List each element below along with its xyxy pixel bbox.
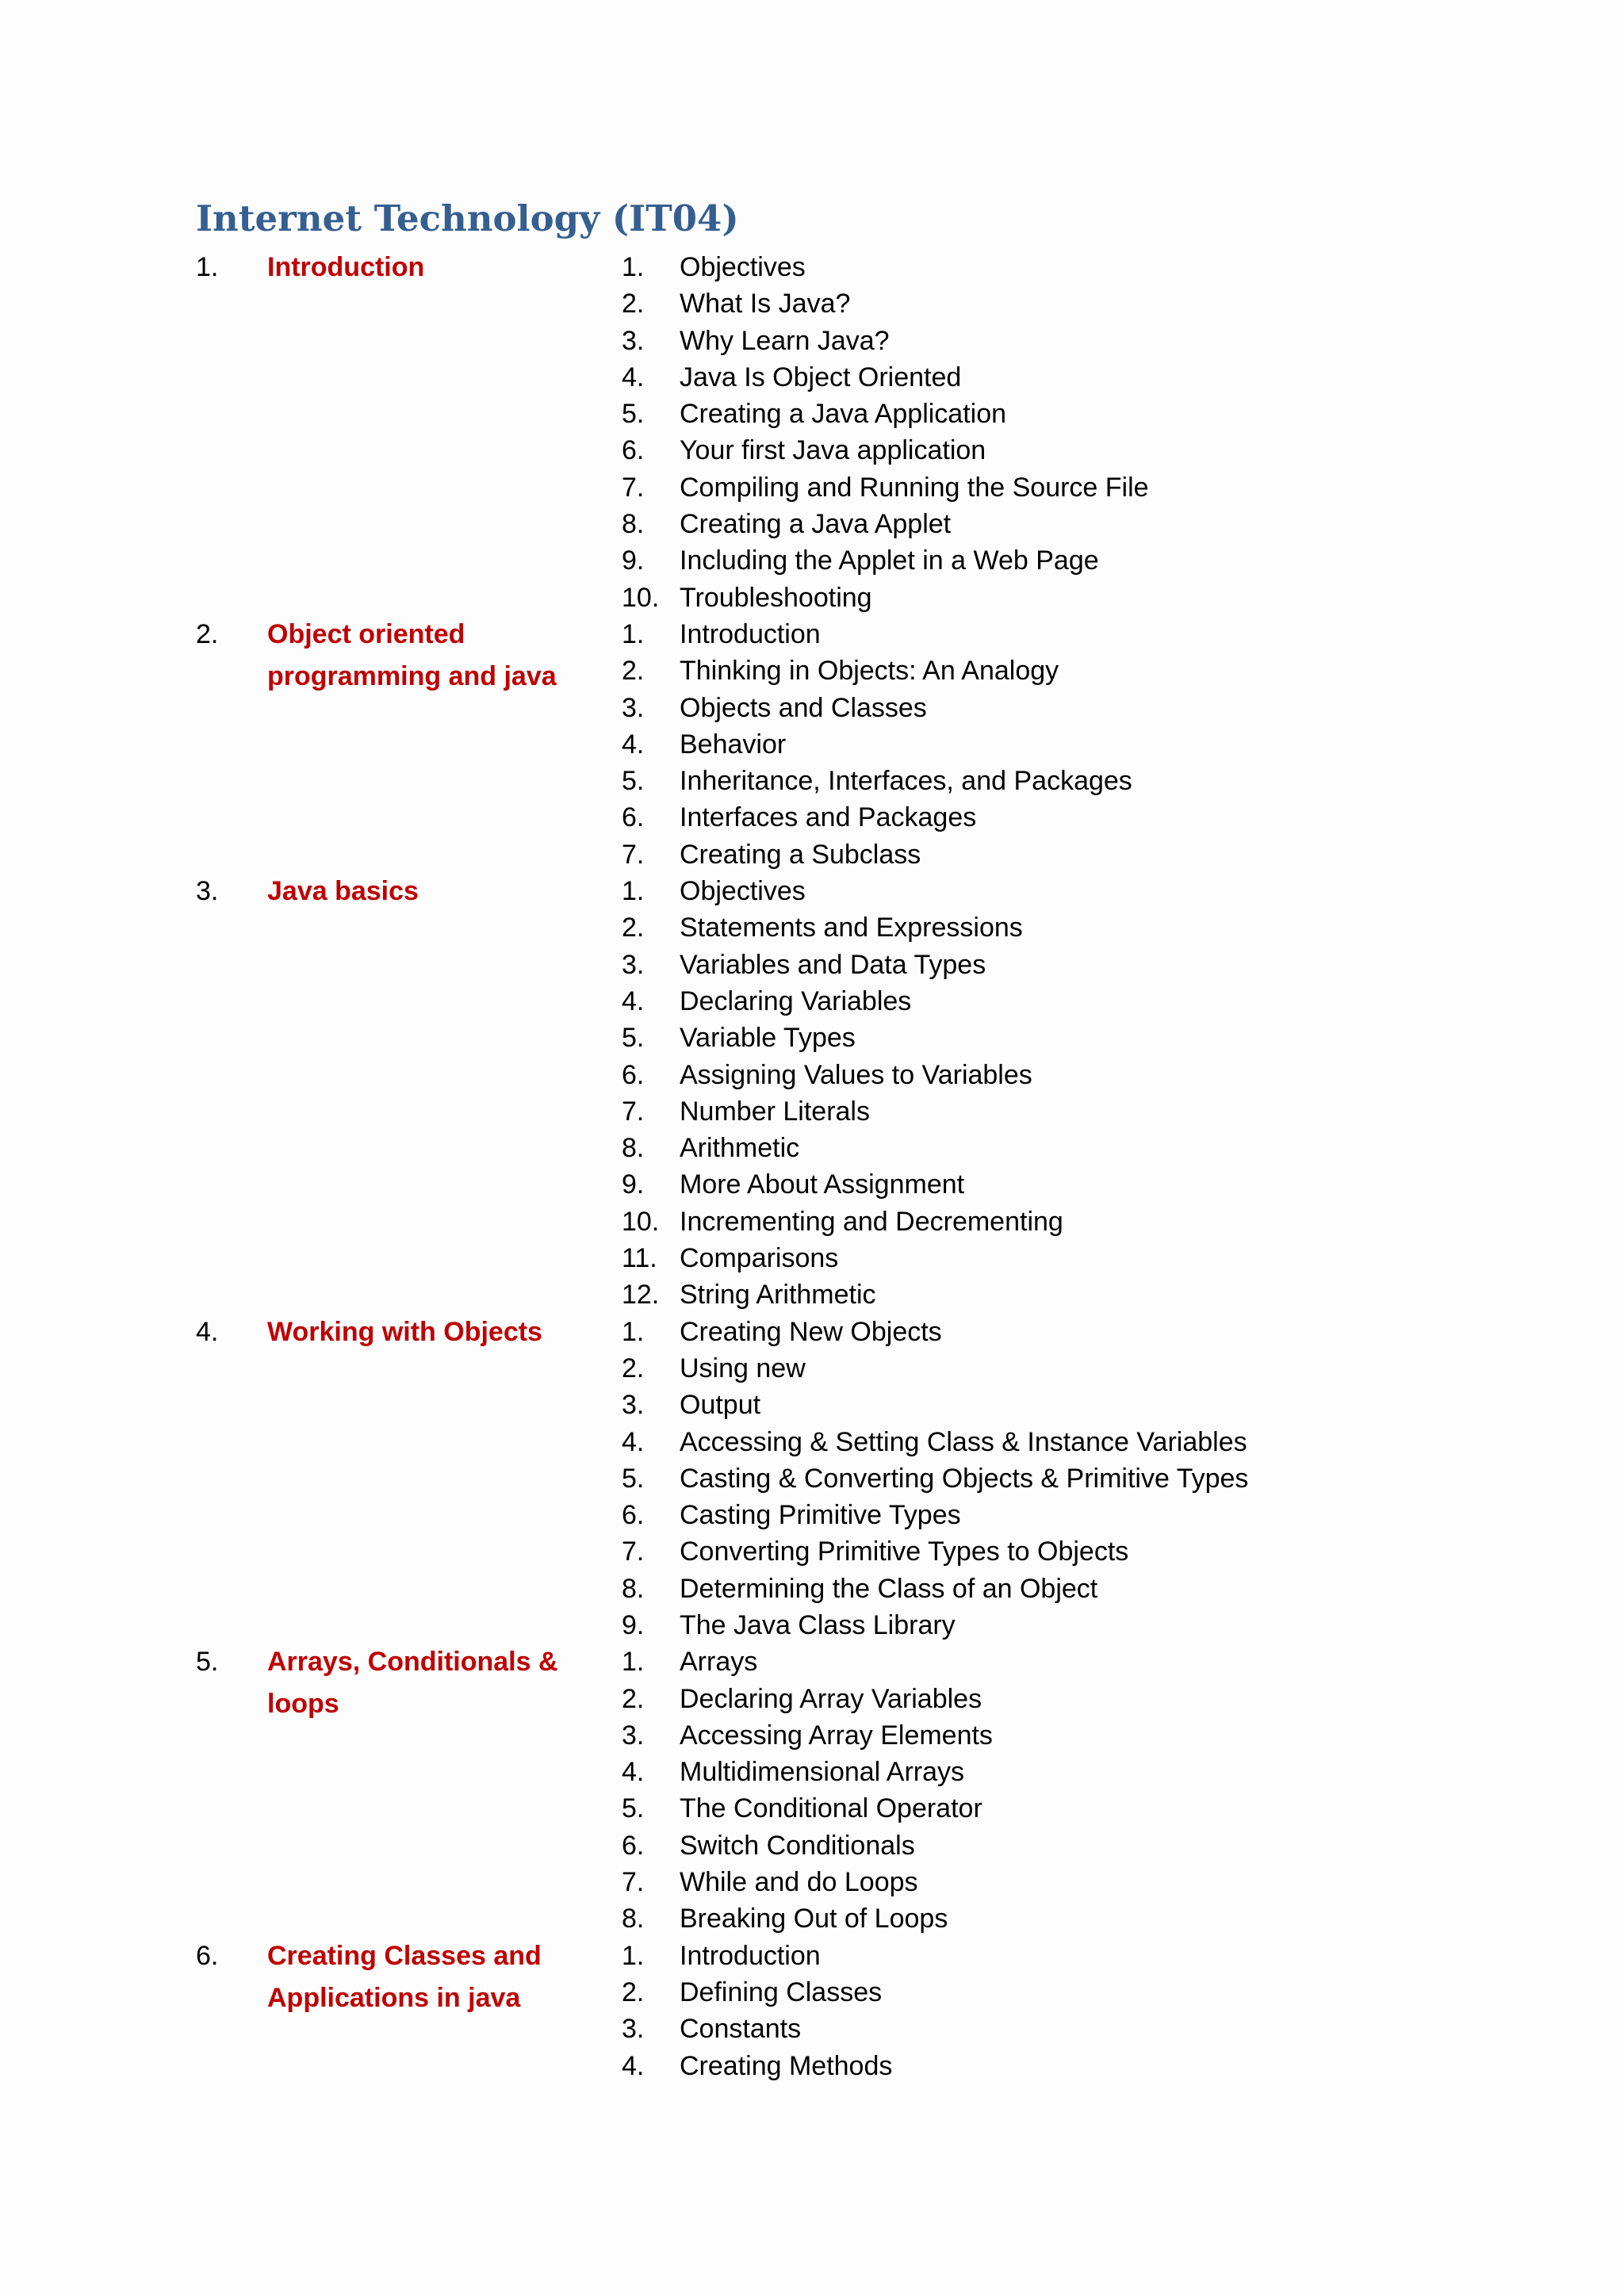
topic-label: Number Literals [680,1096,870,1127]
topic-item [622,580,1544,616]
topic-number: 8. [622,1133,645,1164]
topic-item [622,763,1544,799]
topic-label: Behavior [680,729,787,760]
topic-label: Variable Types [680,1023,856,1054]
topic-label: Breaking Out of Loops [680,1904,948,1934]
topic-number: 1. [622,1940,645,1971]
topic-number: 4. [622,985,645,1016]
module-section [196,616,1544,873]
topic-item [622,1497,1544,1533]
topic-label: Creating New Objects [680,1316,942,1347]
topic-item [622,396,1544,432]
topic-label: Objectives [680,252,806,282]
topic-number: 1. [622,618,645,649]
topic-item [622,1130,1544,1166]
topic-item [622,1240,1544,1276]
topic-label: Determining the Class of an Object [680,1573,1098,1604]
topic-number: 1. [622,252,645,282]
topic-number: 10. [622,582,660,613]
topic-list [622,616,1544,873]
topic-label: Arithmetic [680,1133,800,1164]
topic-list [622,1938,1544,2084]
topic-label: Creating a Java Applet [680,509,952,540]
topic-number: 2. [622,289,645,320]
topic-number: 1. [622,1647,645,1678]
topic-number: 6. [622,1059,645,1090]
topic-number: 3. [622,692,645,723]
topic-number: 6. [622,435,645,466]
topic-label: Java Is Object Oriented [680,362,962,392]
topic-number: 3. [622,325,645,356]
topic-item [622,506,1544,542]
topic-item [622,1754,1544,1790]
topic-label: Interfaces and Packages [680,802,977,833]
topic-label: Introduction [680,618,821,649]
topic-label: Declaring Variables [680,985,912,1016]
module-number: 2. [196,618,219,649]
topic-item [622,249,1544,285]
topic-item [622,652,1544,689]
topic-item [622,1938,1544,1974]
topic-item [622,1681,1544,1717]
topic-item [622,1790,1544,1827]
topic-item [622,1020,1544,1056]
topic-item [622,799,1544,836]
topic-number: 11. [622,1243,657,1274]
topic-number: 4. [622,1757,645,1788]
topic-label: Accessing & Setting Class & Instance Variables [680,1426,1247,1457]
topic-number: 3. [622,1720,645,1751]
module-title: Arrays, Conditionals & loops [267,1647,558,1720]
topic-label: Using new [680,1353,806,1383]
topic-number: 7. [622,1096,645,1127]
module-title: Working with Objects [267,1316,542,1347]
topic-item [622,1533,1544,1570]
topic-number: 5. [622,766,645,797]
document-title: Internet Technology (IT04) [196,197,739,239]
topic-number: 12. [622,1280,660,1311]
topic-number: 4. [622,1426,645,1457]
topic-item [622,983,1544,1020]
topic-label: Creating Methods [680,2050,893,2081]
topic-label: Incrementing and Decrementing [680,1206,1063,1237]
module-title: Object oriented programming and java [267,618,557,691]
topic-number: 4. [622,362,645,392]
topic-item [622,1974,1544,2011]
topic-item [622,2048,1544,2084]
topic-number: 5. [622,1793,645,1824]
topic-item [622,1827,1544,1864]
topic-item [622,1644,1544,1680]
course-outline [196,249,1544,2084]
module-number: 5. [196,1647,219,1678]
topic-number: 5. [622,1463,645,1494]
topic-number: 4. [622,2050,645,2081]
topic-label: Constants [680,2014,802,2045]
topic-label: Creating a Subclass [680,839,921,870]
module-section [196,249,1544,616]
topic-number: 5. [622,1023,645,1054]
topic-label: Your first Java application [680,435,986,466]
topic-label: Introduction [680,1940,821,1971]
topic-label: The Java Class Library [680,1609,956,1640]
topic-label: The Conditional Operator [680,1793,982,1824]
topic-label: Variables and Data Types [680,949,986,980]
topic-item [622,359,1544,396]
module-section [196,1644,1544,1937]
topic-item [622,1166,1544,1203]
topic-label: Compiling and Running the Source File [680,472,1149,503]
topic-label: Declaring Array Variables [680,1683,982,1714]
topic-number: 6. [622,1500,645,1531]
topic-number: 2. [622,1976,645,2007]
module-title: Creating Classes and Applications in java [267,1940,542,2013]
topic-item [622,947,1544,983]
topic-number: 3. [622,2014,645,2045]
module-section [196,1938,1544,2084]
topic-number: 2. [622,913,645,943]
topic-item [622,1057,1544,1093]
topic-label: Thinking in Objects: An Analogy [680,656,1059,687]
topic-number: 1. [622,876,645,907]
topic-item [622,1571,1544,1607]
topic-item [622,1276,1544,1313]
topic-label: Assigning Values to Variables [680,1059,1032,1090]
topic-number: 6. [622,802,645,833]
topic-number: 1. [622,1316,645,1347]
topic-label: More About Assignment [680,1169,965,1200]
topic-label: Casting & Converting Objects & Primitive Types [680,1463,1249,1494]
topic-item [622,1314,1544,1350]
topic-item [622,836,1544,873]
topic-number: 3. [622,949,645,980]
topic-item [622,1864,1544,1900]
topic-number: 7. [622,472,645,503]
topic-number: 9. [622,1169,645,1200]
module-section [196,873,1544,1314]
topic-list [622,1314,1544,1644]
topic-label: Arrays [680,1647,758,1678]
topic-number: 7. [622,1867,645,1898]
topic-item [622,873,1544,909]
topic-number: 8. [622,1573,645,1604]
topic-label: Creating a Java Application [680,399,1007,430]
topic-number: 2. [622,656,645,687]
topic-label: Comparisons [680,1243,839,1274]
topic-label: Why Learn Java? [680,325,890,356]
topic-label: Converting Primitive Types to Objects [680,1536,1129,1567]
topic-label: String Arithmetic [680,1280,876,1311]
topic-label: Output [680,1390,761,1421]
topic-number: 6. [622,1830,645,1861]
module-number: 3. [196,876,219,907]
topic-number: 8. [622,1904,645,1934]
topic-item [622,1350,1544,1387]
topic-item [622,323,1544,359]
topic-label: Defining Classes [680,1976,883,2007]
topic-label: Accessing Array Elements [680,1720,993,1751]
topic-item [622,909,1544,946]
module-title: Introduction [267,252,425,282]
topic-label: Objects and Classes [680,692,927,723]
module-title: Java basics [267,876,419,907]
topic-label: Troubleshooting [680,582,872,613]
topic-item [622,1607,1544,1644]
topic-item [622,1424,1544,1460]
topic-number: 3. [622,1390,645,1421]
module-number: 6. [196,1940,219,1971]
topic-label: Including the Applet in a Web Page [680,545,1099,576]
topic-label: Multidimensional Arrays [680,1757,965,1788]
topic-number: 4. [622,729,645,760]
topic-item [622,432,1544,469]
topic-label: Inheritance, Interfaces, and Packages [680,766,1132,797]
topic-item [622,469,1544,506]
topic-number: 9. [622,545,645,576]
module-number: 1. [196,252,219,282]
topic-label: While and do Loops [680,1867,918,1898]
topic-label: What Is Java? [680,289,851,320]
topic-label: Objectives [680,876,806,907]
topic-number: 9. [622,1609,645,1640]
topic-number: 7. [622,839,645,870]
topic-item [622,542,1544,579]
topic-item [622,1203,1544,1240]
module-number: 4. [196,1316,219,1347]
topic-list [622,1644,1544,1937]
topic-list [622,249,1544,616]
topic-list [622,873,1544,1314]
topic-number: 7. [622,1536,645,1567]
topic-item [622,285,1544,322]
topic-item [622,1900,1544,1937]
topic-number: 2. [622,1353,645,1383]
topic-item [622,616,1544,652]
topic-item [622,1460,1544,1497]
topic-number: 8. [622,509,645,540]
topic-label: Switch Conditionals [680,1830,915,1861]
module-section [196,1314,1544,1644]
topic-item [622,1717,1544,1754]
topic-item [622,2011,1544,2047]
topic-label: Casting Primitive Types [680,1500,961,1531]
topic-item [622,726,1544,763]
topic-number: 10. [622,1206,660,1237]
topic-item [622,1387,1544,1423]
topic-label: Statements and Expressions [680,913,1023,943]
topic-item [622,1093,1544,1130]
topic-item [622,690,1544,726]
topic-number: 5. [622,399,645,430]
topic-number: 2. [622,1683,645,1714]
